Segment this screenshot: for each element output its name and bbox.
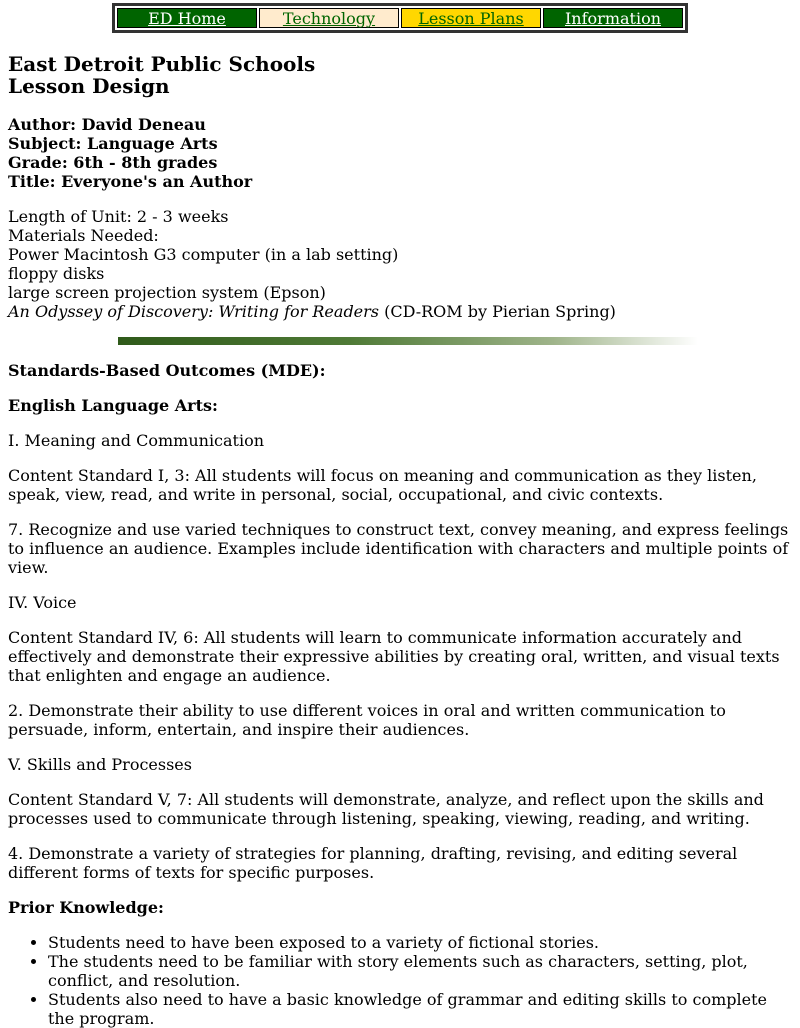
content-standard-text: Content Standard I, 3: All students will focus on meaning and communication as they listen, speak, view, read, and write in personal, social, occupational, and civic contexts. xyxy=(8,466,757,504)
unit-length: Length of Unit: 2 - 3 weeks xyxy=(8,207,229,226)
meta-grade: Grade: 6th - 8th grades xyxy=(8,153,218,172)
meta-title: Title: Everyone's an Author xyxy=(8,172,253,191)
standard-section-heading: V. Skills and Processes xyxy=(8,755,192,774)
nav-cell-lesson-plans xyxy=(401,8,541,28)
material-title-italic: An Odyssey of Discovery: Writing for Readers xyxy=(8,302,380,321)
meta-author: Author: David Deneau xyxy=(8,115,206,134)
standard-item-text: 2. Demonstrate their ability to use different voices in oral and written communication to persuade, inform, entertain, and inspire their audiences. xyxy=(8,701,726,739)
page-title-line1: East Detroit Public Schools xyxy=(8,52,316,76)
meta-subject: Subject: Language Arts xyxy=(8,134,218,153)
standard-item-text: 4. Demonstrate a variety of strategies for planning, drafting, revising, and editing several different forms of texts for specific purposes. xyxy=(8,844,738,882)
lesson-meta xyxy=(8,115,792,191)
standard-section-heading: I. Meaning and Communication xyxy=(8,431,265,450)
content-standard-text: Content Standard IV, 6: All students will learn to communicate information accurately and effectively and demonstrate their expressive abilities by creating oral, written, and visual texts that enlighten and engage an audience. xyxy=(8,628,780,685)
nav-link-technology[interactable]: Technology xyxy=(282,9,376,28)
prior-knowledge-list xyxy=(8,933,792,1028)
nav-cell-technology xyxy=(259,8,399,28)
standards-heading: Standards-Based Outcomes (MDE): xyxy=(8,361,326,380)
list-item: • Students also need to have a basic knowledge of grammar and editing skills to complete the program. xyxy=(48,990,792,1028)
nav-link-information[interactable]: Information xyxy=(564,9,662,28)
materials-label: Materials Needed: xyxy=(8,226,159,245)
material-title-rest: (CD-ROM by Pierian Spring) xyxy=(379,302,616,321)
nav-cell-home xyxy=(117,8,257,28)
nav-link-lesson-plans[interactable]: Lesson Plans xyxy=(418,9,524,28)
material-item xyxy=(8,302,792,321)
materials-block xyxy=(8,207,792,321)
material-item: large screen projection system (Epson) xyxy=(8,283,326,302)
content-standard-text: Content Standard V, 7: All students will demonstrate, analyze, and reflect upon the skills and processes used to communicate through listening, speaking, viewing, reading, and writing. xyxy=(8,790,764,828)
nav-link-ed-home[interactable]: ED Home xyxy=(148,9,226,28)
list-item: • The students need to be familiar with story elements such as characters, setting, plot, conflict, and resolution. xyxy=(48,952,792,990)
top-nav xyxy=(112,3,688,33)
page-title xyxy=(8,53,792,97)
ela-heading: English Language Arts: xyxy=(8,396,218,415)
page-title-line2: Lesson Design xyxy=(8,74,170,98)
gradient-divider xyxy=(118,337,698,345)
material-item: floppy disks xyxy=(8,264,105,283)
prior-knowledge-heading: Prior Knowledge: xyxy=(8,898,164,917)
list-item: • Students need to have been exposed to a variety of fictional stories. xyxy=(48,933,792,952)
standard-item-text: 7. Recognize and use varied techniques to construct text, convey meaning, and express feelings to influence an audience. Examples include identification with characters and multiple points of view. xyxy=(8,520,789,577)
material-item: Power Macintosh G3 computer (in a lab setting) xyxy=(8,245,399,264)
standard-section-heading: IV. Voice xyxy=(8,593,77,612)
top-nav-wrapper xyxy=(8,0,792,33)
nav-cell-information xyxy=(543,8,683,28)
